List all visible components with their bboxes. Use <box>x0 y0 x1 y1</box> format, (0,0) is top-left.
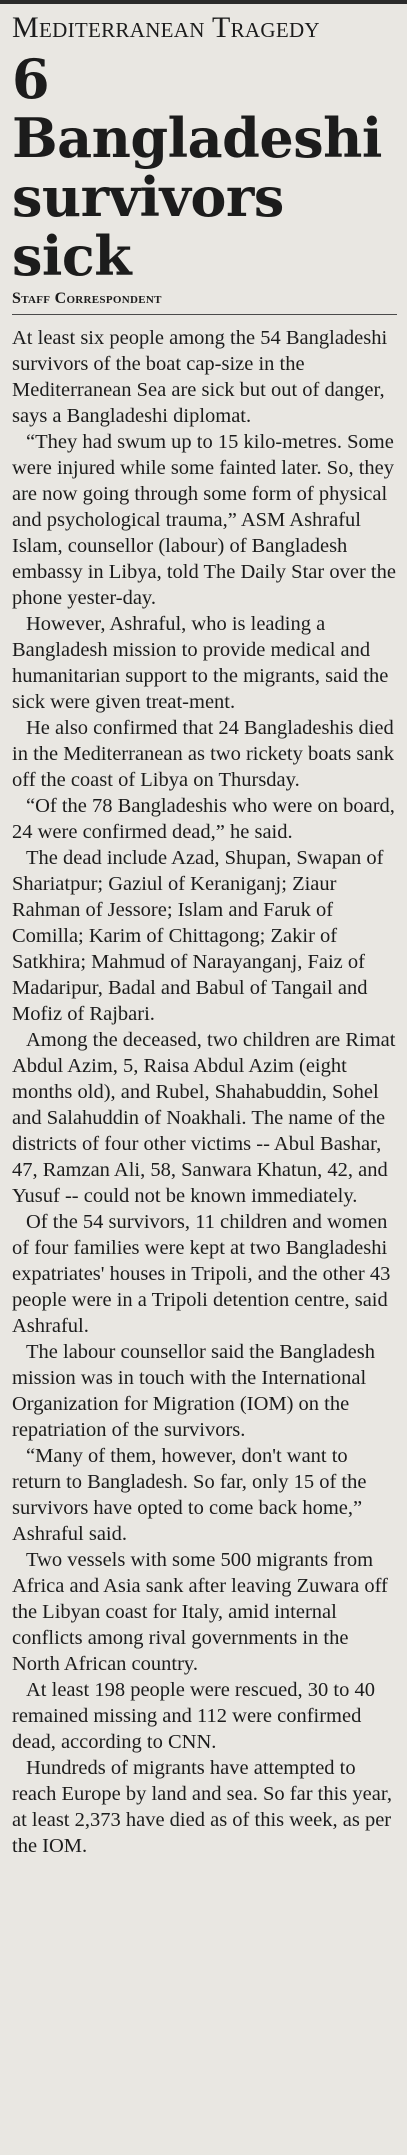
paragraph: At least 198 people were rescued, 30 to 40 remained missing and 112 were confirmed dead, according to CNN. <box>12 1679 375 1753</box>
headline <box>12 47 397 288</box>
article-body <box>12 325 397 1859</box>
byline-rule <box>12 314 397 315</box>
paragraph: “They had swum up to 15 kilo-metres. Some were injured while some fainted later. So, they are now going through some form of physical and psychological trauma,” ASM Ashraful Islam, counsellor (labour) of Bangladesh embassy in Libya, told The Daily Star over the phone yester-day. <box>12 431 396 609</box>
paragraph: Hundreds of migrants have attempted to reach Europe by land and sea. So far this year, at least 2,373 have died as of this week, as per the IOM. <box>12 1757 392 1857</box>
paragraph: At least six people among the 54 Bangladeshi survivors of the boat cap-size in the Mediterranean Sea are sick but out of danger, says a Bangladeshi diplomat. <box>12 327 388 427</box>
paragraph: Among the deceased, two children are Rimat Abdul Azim, 5, Raisa Abdul Azim (eight months old), and Rubel, Shahabuddin, Sohel and Salahuddin of Noakhali. The name of the districts of four other victims -- Abul Bashar, 47, Ramzan Ali, 58, Sanwara Khatun, 42, and Yusuf -- could not be known immediately. <box>12 1029 396 1207</box>
paragraph: He also confirmed that 24 Bangladeshis died in the Mediterranean as two rickety boats sank off the coast of Libya on Thursday. <box>12 717 394 791</box>
kicker: Mediterranean Tragedy <box>12 11 320 44</box>
paragraph: “Of the 78 Bangladeshis who were on board, 24 were confirmed dead,” he said. <box>12 795 395 843</box>
paragraph: Of the 54 survivors, 11 children and women of four families were kept at two Bangladeshi expatriates' houses in Tripoli, and the other 43 people were in a Tripoli detention centre, said Ashraful. <box>12 1211 391 1337</box>
paragraph: “Many of them, however, don't want to return to Bangladesh. So far, only 15 of the survivors have opted to come back home,” Ashraful said. <box>12 1445 367 1545</box>
top-rule <box>0 0 407 4</box>
paragraph: However, Ashraful, who is leading a Bangladesh mission to provide medical and humanitarian support to the migrants, said the sick were given treat-ment. <box>12 613 389 713</box>
paragraph: Two vessels with some 500 migrants from Africa and Asia sank after leaving Zuwara off the Libyan coast for Italy, amid internal conflicts among rival governments in the North African country. <box>12 1549 388 1675</box>
headline-line-1: 6 Bangladeshi <box>12 47 382 170</box>
headline-line-2: survivors sick <box>12 165 284 288</box>
paragraph: The dead include Azad, Shupan, Swapan of Shariatpur; Gaziul of Keraniganj; Ziaur Rahman of Jessore; Islam and Faruk of Comilla; Karim of Chittagong; Zakir of Satkhira; Mahmud of Narayanganj, Faiz of Madaripur, Badal and Babul of Tangail and Mofiz of Rajbari. <box>12 847 384 1025</box>
byline: Staff Correspondent <box>12 290 162 307</box>
paragraph: The labour counsellor said the Bangladesh mission was in touch with the International Organization for Migration (IOM) on the repatriation of the survivors. <box>12 1341 375 1441</box>
